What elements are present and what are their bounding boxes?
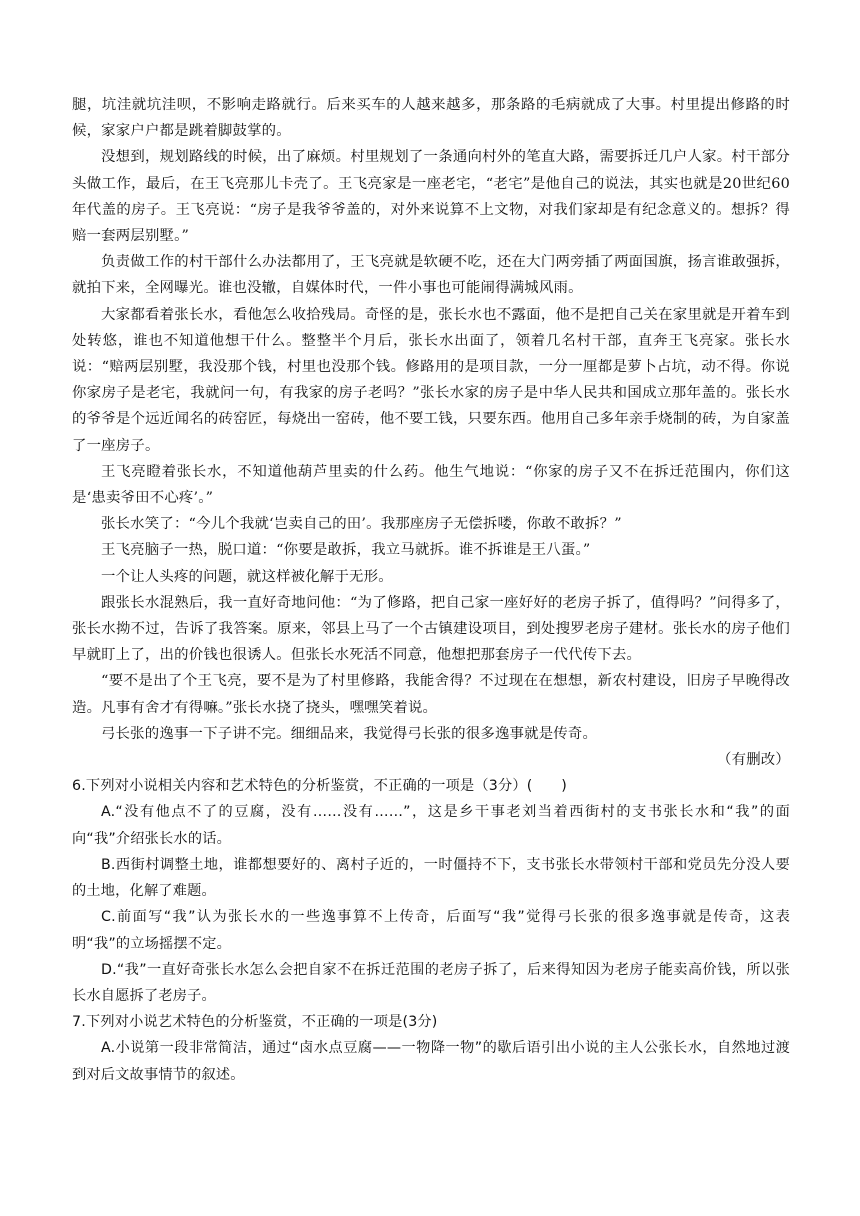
question-option: A.小说第一段非常简洁，通过“卤水点豆腐——一物降一物”的歇后语引出小说的主人公张长水，自然地过渡到对后文故事情节的叙述。 [72,1040,790,1083]
story-paragraph: 跟张长水混熟后，我一直好奇地问他：“为了修路，把自己家一座好好的老房子拆了，值得吗？”问得多了，张长水拗不过，告诉了我答案。原来，邻县上马了一个古镇建设项目，到处搜罗老房子建材。张长水的房子他们早就盯上了，出的价钱也很诱人。但张长水死活不同意，他想把那套房子一代代传下去。 [72,594,790,664]
story-paragraph: “要不是出了个王飞亮，要不是为了村里修路，我能舍得？不过现在在想想，新农村建设，旧房子早晚得改造。凡事有舍才有得嘛。”张长水挠了挠头，嘿嘿笑着说。 [72,673,790,716]
question-stem: 6.下列对小说相关内容和艺术特色的分析鉴赏，不正确的一项是（3分）( ) [72,778,568,795]
story-paragraph: 王飞亮脑子一热，脱口道：“你要是敢拆，我立马就拆。谁不拆谁是王八蛋。” [101,542,591,559]
question-stem: 7.下列对小说艺术特色的分析鉴赏，不正确的一项是(3分) [72,1014,438,1031]
story-paragraph: 弓长张的逸事一下子讲不完。细细品来，我觉得弓长张的很多逸事就是传奇。 [101,725,598,742]
story-paragraph: 腿，坑洼就坑洼呗，不影响走路就行。后来买车的人越来越多，那条路的毛病就成了大事。村里提出修路的时候，家家户户都是跳着脚鼓掌的。 [72,97,790,140]
edit-note: （有删改） [717,752,790,769]
story-paragraph: 没想到，规划路线的时候，出了麻烦。村里规划了一条通向村外的笔直大路，需要拆迁几户人家。村干部分头做工作，最后，在王飞亮那儿卡壳了。王飞亮家是一座老宅，“老宅”是他自己的说法，其实也就是20世纪60年代盖的房子。王飞亮说：“房子是我爷爷盖的，对外来说算不上文物，对我们家却是有纪念意义的。想拆？得赔一套两层别墅。” [72,149,790,245]
question-option: B.西街村调整土地，谁都想要好的、离村子近的，一时僵持不下，支书张长水带领村干部和党员先分没人要的土地，化解了难题。 [72,856,790,900]
question-option: A.“没有他点不了的豆腐，没有……没有……”，这是乡干事老刘当着西街村的支书张长水和“我”的面向“我”介绍张长水的话。 [72,804,790,847]
question-option: C.前面写“我”认为张长水的一些逸事算不上传奇，后面写“我”觉得弓长张的很多逸事就是传奇，这表明“我”的立场摇摆不定。 [72,909,790,952]
story-paragraph: 王飞亮瞪着张长水，不知道他葫芦里卖的什么药。他生气地说：“你家的房子又不在拆迁范围内，你们这是‘患卖爷田不心疼’。” [72,463,790,507]
story-paragraph: 张长水笑了：“今儿个我就‘岂卖自己的田’。我那座房子无偿拆喽，你敢不敢拆？” [101,516,622,533]
story-paragraph: 大家都看着张长水，看他怎么收拾残局。奇怪的是，张长水也不露面，他不是把自己关在家里就是开着车到处转悠，谁也不知道他想干什么。整整半个月后，张长水出面了，领着几名村干部，直奔王飞亮家。张长水说：“赔两层别墅，我没那个钱，村里也没那个钱。修路用的是项目款，一分一厘都是萝卜占坑，动不得。你说你家房子是老宅，我就问一句，有我家的房子老吗？”张长水家的房子是中华人民共和国成立那年盖的。张长水的爷爷是个远近闻名的砖窑匠，每烧出一窑砖，他不要工钱，只要东西。他用自己多年亲手烧制的砖，为自家盖了一座房子。 [72,306,790,454]
question-option: D.“我”一直好奇张长水怎么会把自家不在拆迁范围的老房子拆了，后来得知因为老房子能卖高价钱，所以张长水自愿拆了老房子。 [72,961,790,1004]
story-paragraph: 负责做工作的村干部什么办法都用了，王飞亮就是软硬不吃，还在大门两旁插了两面国旗，扬言谁敢强拆，就拍下来，全网曝光。谁也没辙，自媒体时代，一件小事也可能闹得满城风雨。 [72,254,790,297]
story-paragraph: 一个让人头疼的问题，就这样被化解于无形。 [101,568,393,585]
